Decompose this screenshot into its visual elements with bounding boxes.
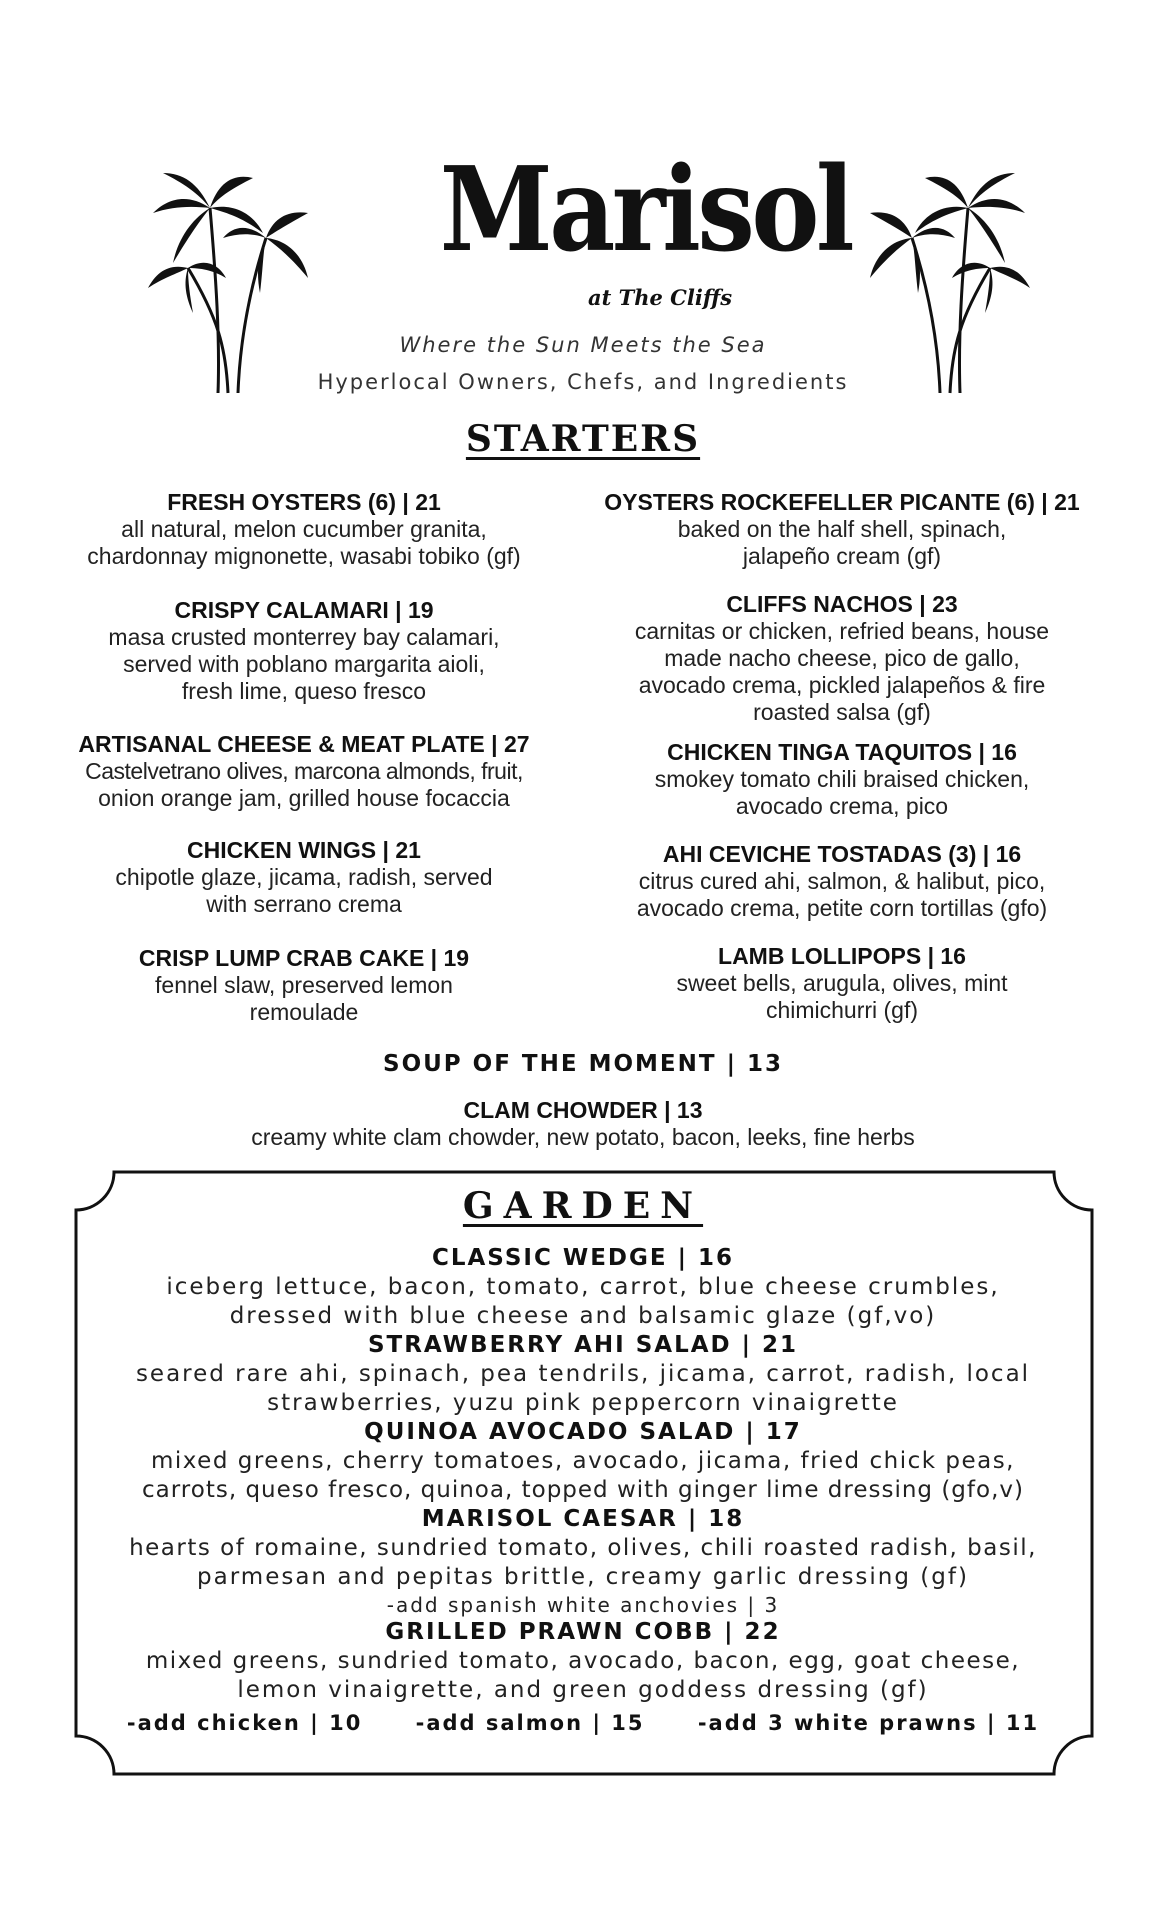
item-desc: Castelvetrano olives, marcona almonds, fruit, — [85, 758, 523, 784]
item-title: CLAM CHOWDER | 13 — [463, 1097, 703, 1123]
item-desc: chipotle glaze, jicama, radish, served — [115, 864, 493, 890]
menu-item — [592, 840, 1092, 942]
item-title: CRISP LUMP CRAB CAKE | 19 — [138, 945, 470, 971]
item-desc: with serrano crema — [206, 891, 402, 917]
item-desc: smokey tomato chili braised chicken, — [654, 766, 1030, 792]
item-desc: strawberries, yuzu pink peppercorn vinaigrette — [267, 1390, 899, 1416]
item-desc: made nacho cheese, pico de gallo, — [664, 645, 1020, 671]
starters-heading: STARTERS — [465, 418, 701, 460]
menu-item — [592, 590, 1092, 738]
item-desc: baked on the half shell, spinach, — [677, 516, 1007, 542]
menu-item — [54, 596, 554, 730]
item-desc: masa crusted monterrey bay calamari, — [108, 624, 500, 650]
logo-subtitle: at The Cliffs — [587, 285, 733, 310]
tagline: Where the Sun Meets the Sea — [399, 333, 767, 357]
item-desc: chardonnay mignonette, wasabi tobiko (gf) — [87, 543, 521, 569]
subtagline: Hyperlocal Owners, Chefs, and Ingredients — [317, 370, 849, 394]
soup-title: SOUP OF THE MOMENT | 13 — [383, 1051, 783, 1077]
menu-item — [54, 488, 554, 596]
item-title: LAMB LOLLIPOPS | 16 — [718, 943, 966, 969]
palm-trees-left-illustration — [148, 168, 318, 398]
soup-of-the-moment — [0, 1050, 1166, 1079]
item-title: CLIFFS NACHOS | 23 — [726, 591, 958, 617]
menu-item — [54, 730, 554, 836]
menu-item — [0, 1505, 1166, 1618]
item-desc: dressed with blue cheese and balsamic glaze (gf,vo) — [229, 1303, 937, 1329]
item-desc: onion orange jam, grilled house focaccia — [98, 785, 510, 811]
item-desc: parmesan and pepitas brittle, creamy garlic dressing (gf) — [197, 1564, 969, 1590]
addon-chicken: -add chicken | 10 — [126, 1711, 363, 1735]
garden-addons — [0, 1711, 1166, 1735]
starters-right-column — [592, 488, 1092, 1024]
item-desc: creamy white clam chowder, new potato, bacon, leeks, fine herbs — [251, 1124, 915, 1150]
garden-items — [0, 1244, 1166, 1735]
item-desc: sweet bells, arugula, olives, mint — [676, 970, 1008, 996]
item-title: STRAWBERRY AHI SALAD | 21 — [367, 1332, 799, 1358]
item-desc: avocado crema, pickled jalapeños & fire — [638, 672, 1046, 698]
item-title: QUINOA AVOCADO SALAD | 17 — [364, 1419, 802, 1445]
item-desc: seared rare ahi, spinach, pea tendrils, jicama, carrot, radish, local — [135, 1361, 1031, 1387]
garden-heading: GARDEN — [462, 1185, 704, 1227]
item-desc: citrus cured ahi, salmon, & halibut, pico, — [638, 868, 1046, 894]
item-title: ARTISANAL CHEESE & MEAT PLATE | 27 — [78, 731, 530, 757]
menu-item — [0, 1618, 1166, 1705]
item-desc: remoulade — [249, 999, 359, 1025]
menu-item — [0, 1244, 1166, 1331]
item-addon: -add spanish white anchovies | 3 — [386, 1593, 780, 1617]
menu-item — [0, 1331, 1166, 1418]
addon-prawns: -add 3 white prawns | 11 — [697, 1711, 1040, 1735]
palm-trees-right-illustration — [860, 168, 1030, 398]
item-desc: all natural, melon cucumber granita, — [121, 516, 487, 542]
item-desc: hearts of romaine, sundried tomato, olives, chili roasted radish, basil, — [129, 1535, 1037, 1561]
menu-item — [592, 488, 1092, 590]
item-title: AHI CEVICHE TOSTADAS (3) | 16 — [662, 841, 1022, 867]
item-title: MARISOL CAESAR | 18 — [421, 1506, 745, 1532]
item-title: CHICKEN TINGA TAQUITOS | 16 — [667, 739, 1017, 765]
clam-chowder — [0, 1096, 1166, 1151]
restaurant-logo — [420, 142, 852, 320]
item-desc: carrots, queso fresco, quinoa, topped with ginger lime dressing (gfo,v) — [142, 1477, 1024, 1503]
item-title: OYSTERS ROCKEFELLER PICANTE (6) | 21 — [604, 489, 1080, 515]
item-title: CRISPY CALAMARI | 19 — [174, 597, 434, 623]
menu-item — [54, 836, 554, 944]
item-title: GRILLED PRAWN COBB | 22 — [385, 1619, 781, 1645]
item-desc: fennel slaw, preserved lemon — [155, 972, 453, 998]
item-desc: jalapeño cream (gf) — [742, 543, 942, 569]
item-title: CHICKEN WINGS | 21 — [187, 837, 421, 863]
logo-wordmark: Marisol — [439, 142, 852, 278]
item-desc: mixed greens, cherry tomatoes, avocado, jicama, fried chick peas, — [150, 1448, 1015, 1474]
item-desc: roasted salsa (gf) — [753, 699, 931, 725]
item-desc: avocado crema, pico — [735, 793, 949, 819]
item-desc: mixed greens, sundried tomato, avocado, bacon, egg, goat cheese, — [145, 1648, 1021, 1674]
item-title: FRESH OYSTERS (6) | 21 — [167, 489, 441, 515]
item-desc: avocado crema, petite corn tortillas (gfo) — [636, 895, 1048, 921]
item-desc: chimichurri (gf) — [765, 997, 919, 1023]
item-desc: carnitas or chicken, refried beans, house — [634, 618, 1050, 644]
item-title: CLASSIC WEDGE | 16 — [431, 1245, 735, 1271]
item-desc: lemon vinaigrette, and green goddess dressing (gf) — [237, 1677, 929, 1703]
item-desc: served with poblano margarita aioli, — [123, 651, 485, 677]
menu-item — [54, 944, 554, 1026]
starters-left-column — [54, 488, 554, 1026]
addon-salmon: -add salmon | 15 — [415, 1711, 645, 1735]
item-desc: fresh lime, queso fresco — [181, 678, 427, 704]
menu-item — [0, 1418, 1166, 1505]
menu-item — [592, 942, 1092, 1024]
item-desc: iceberg lettuce, bacon, tomato, carrot, blue cheese crumbles, — [166, 1274, 1000, 1300]
menu-item — [592, 738, 1092, 840]
